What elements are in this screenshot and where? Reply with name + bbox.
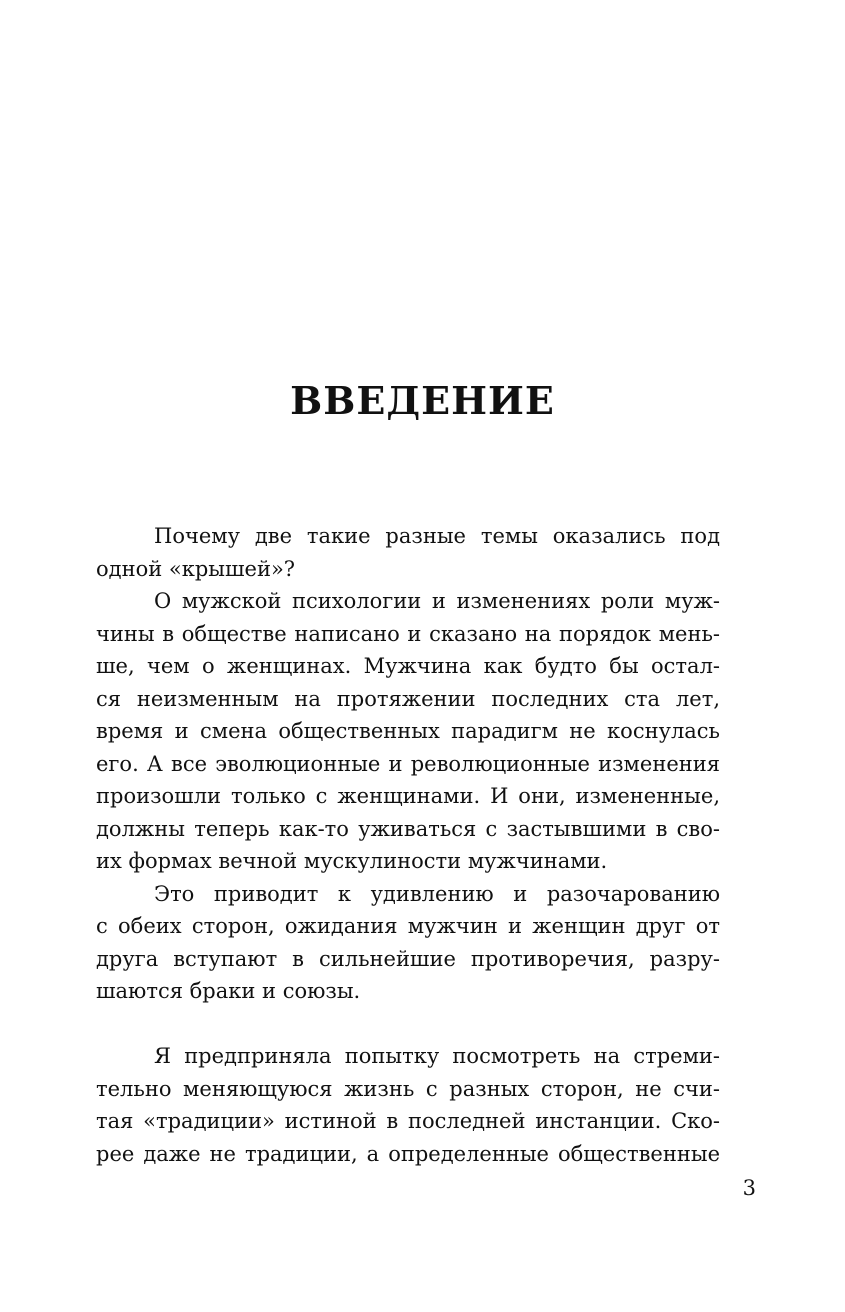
text-line: его. А все эволюционные и революционные изменения [96,751,720,776]
text-line: тая «традиции» истиной в последней инстанции. Ско- [96,1109,720,1133]
text-line: произошли только с женщинами. И они, измененные, [96,784,720,808]
text-line: Я предприняла попытку посмотреть на стреми- [154,1044,720,1068]
text-line: с обеих сторон, ожидания мужчин и женщин друг от [96,914,720,938]
text-line: ше, чем о женщинах. Мужчина как будто бы остал- [96,654,720,678]
text-line: О мужской психологии и изменениях роли муж- [154,589,720,613]
text-line: рее даже не традиции, а определенные общественные [96,1141,720,1166]
text-line: их формах вечной мускулиности мужчинами. [96,849,608,873]
text-line: тельно меняющуюся жизнь с разных сторон, не счи- [96,1076,720,1101]
text-line: должны теперь как-то уживаться с застывшими в сво- [96,816,720,841]
text-line: одной «крышей»? [96,556,296,581]
page-number: 3 [742,1176,756,1200]
text-line: друга вступают в сильнейшие противоречия, разру- [96,946,720,971]
chapter-title: ВВЕДЕНИЕ [290,378,555,423]
text-block-intro [96,520,720,1008]
text-line: время и смена общественных парадигм не коснулась [96,719,720,743]
text-line: Это приводит к удивлению и разочарованию [154,881,720,906]
text-line: шаются браки и союзы. [96,979,361,1003]
text-line: чины в обществе написано и сказано на порядок мень- [96,621,720,646]
text-line: ся неизменным на протяжении последних ста лет, [96,686,720,711]
text-block-second [96,1040,720,1170]
text-line: Почему две такие разные темы оказались под [154,524,720,548]
